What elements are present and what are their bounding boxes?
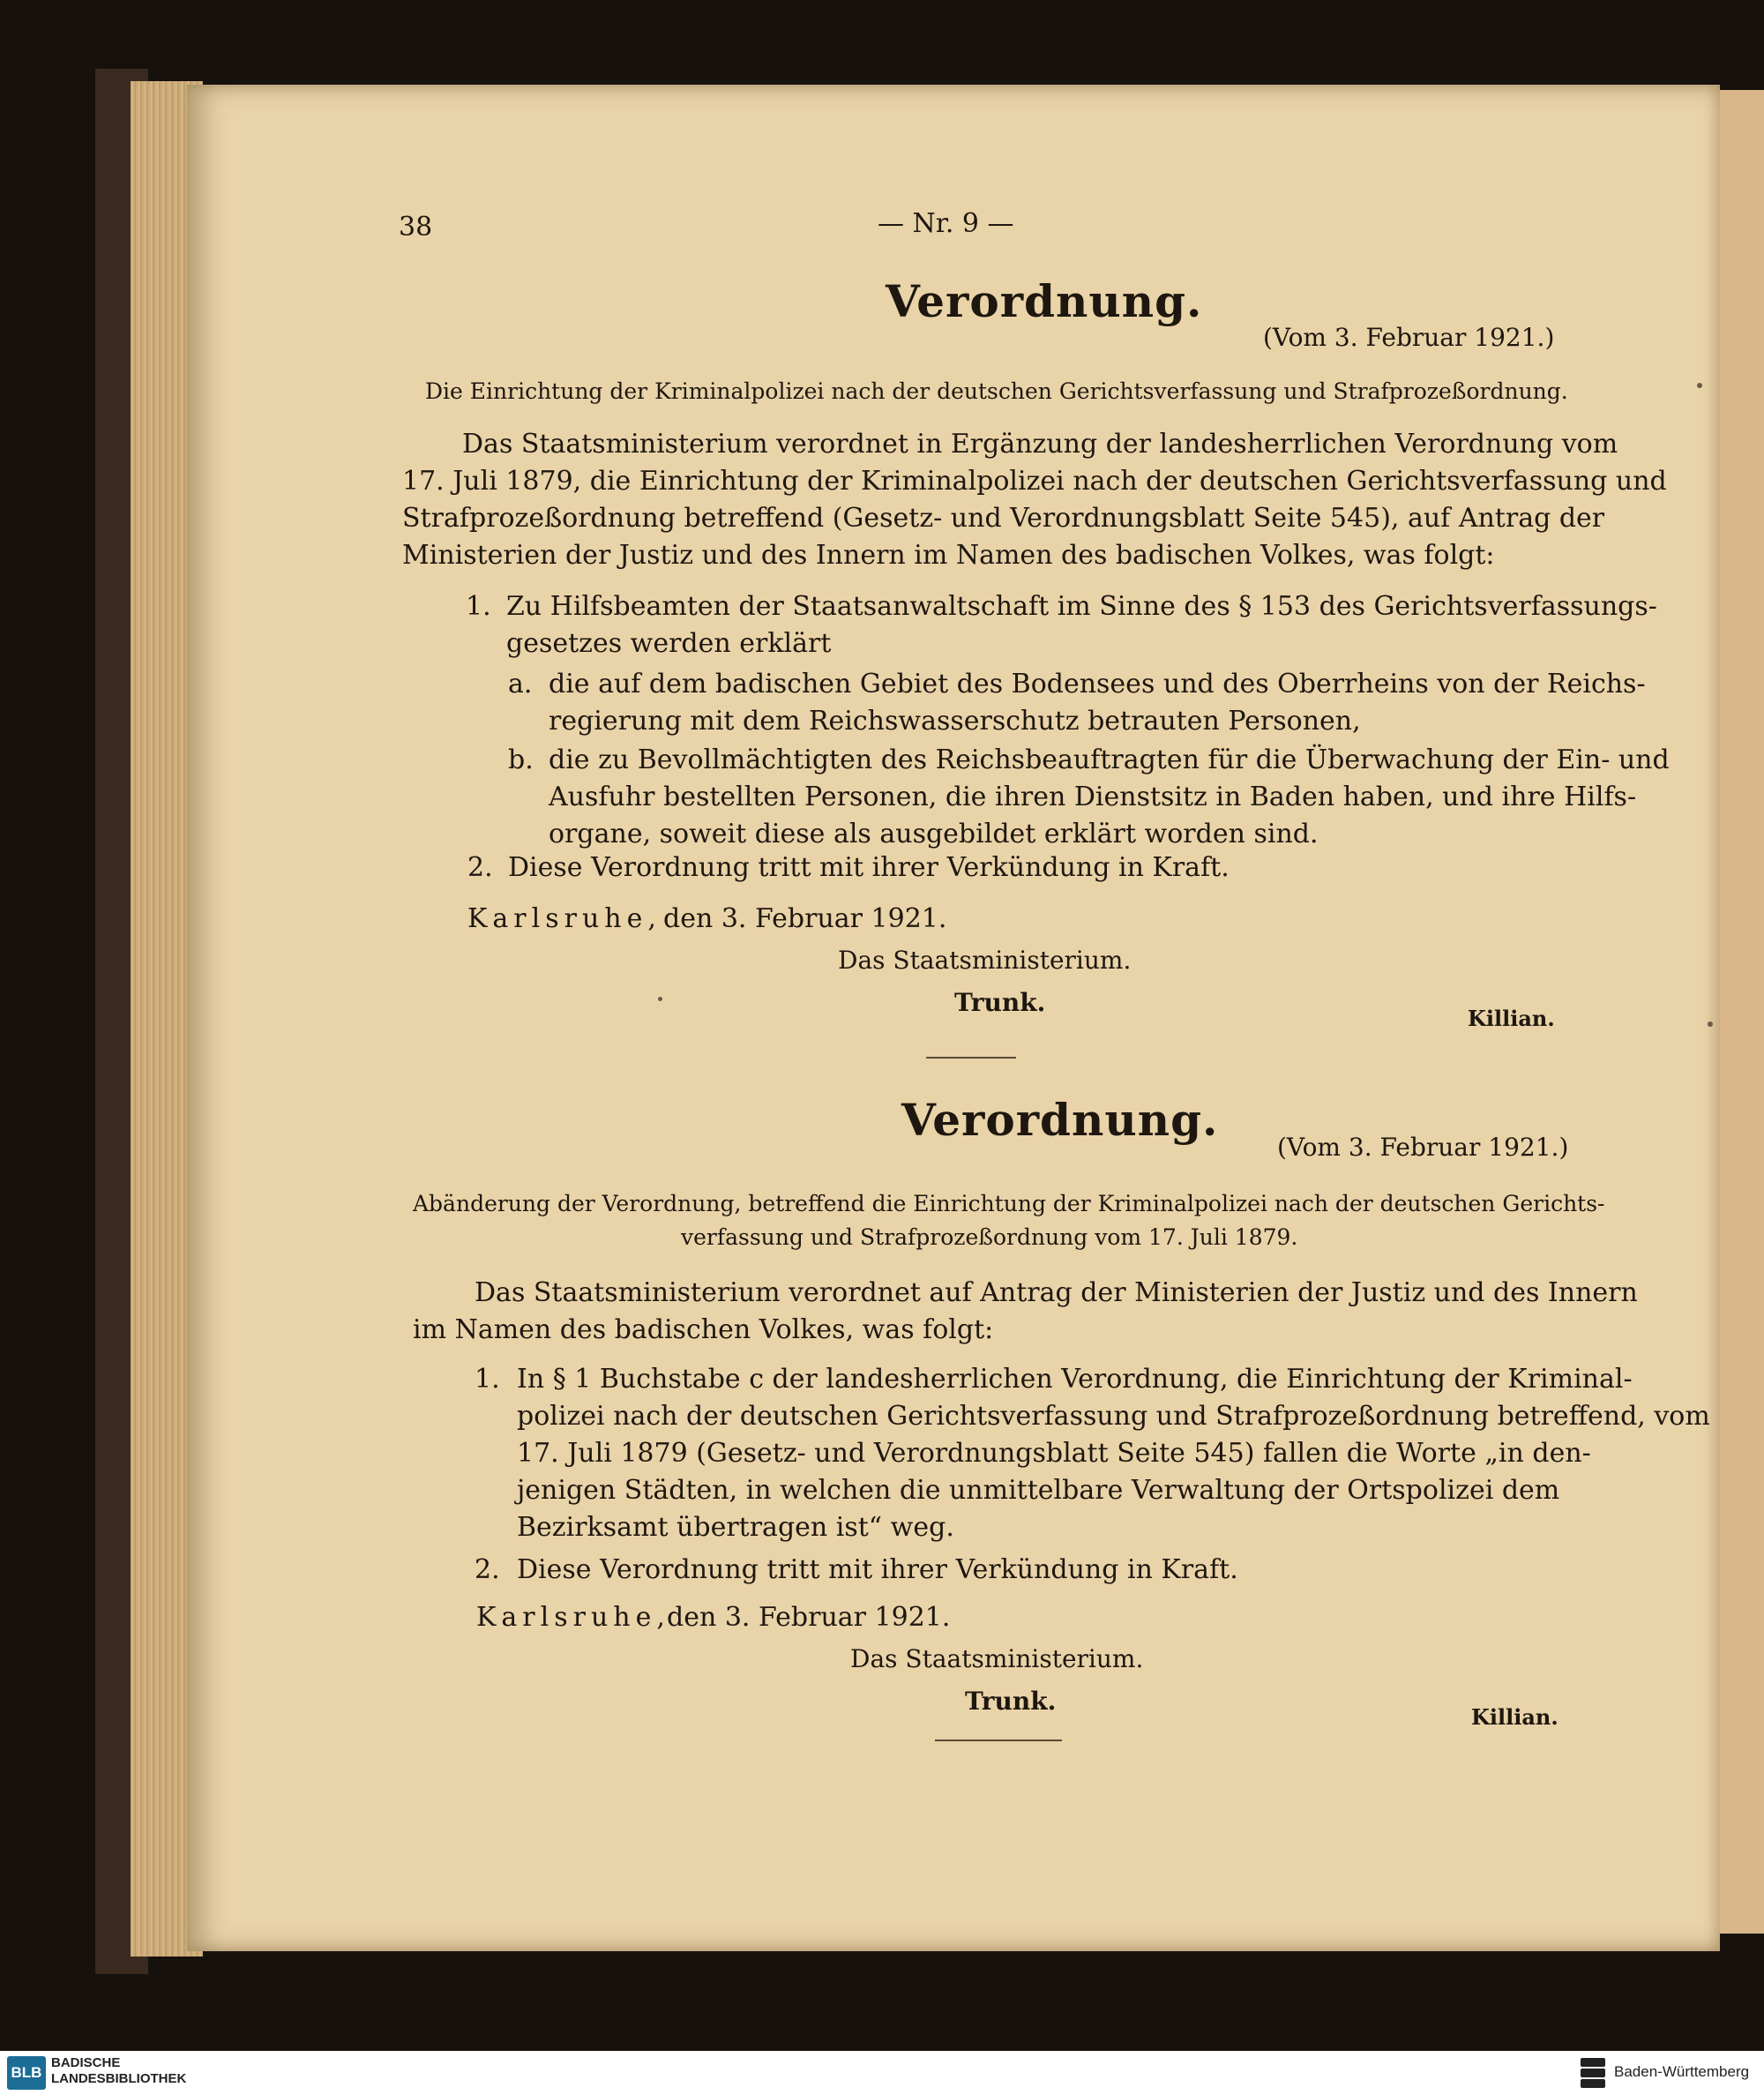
decree1-item2-number: 2. — [467, 852, 493, 883]
paper-speck — [1697, 383, 1702, 388]
decree1-date: (Vom 3. Februar 1921.) — [1263, 323, 1555, 352]
baden-wuerttemberg-lions-icon — [1579, 2056, 1607, 2090]
decree2-item1-line: polizei nach der deutschen Gerichtsverfassung und Strafprozeßordnung betreffend, vom — [517, 1401, 1710, 1432]
decree2-title: Verordnung. — [901, 1094, 1219, 1146]
decree1-item1-number: 1. — [466, 591, 491, 622]
decree2-subtitle-line: Abänderung der Verordnung, betreffend die Einrichtung der Kriminalpolizei nach der deutschen Gerichts- — [413, 1191, 1605, 1216]
decree2-place-date: den 3. Februar 1921. — [667, 1602, 951, 1633]
decree2-item1-line: 17. Juli 1879 (Gesetz- und Verordnungsblatt Seite 545) fallen die Worte „in den- — [517, 1438, 1591, 1469]
decree2-item1-line: Bezirksamt übertragen ist“ weg. — [517, 1512, 954, 1543]
decree1-signer-trunk: Trunk. — [954, 988, 1046, 1017]
decree1-place-date: den 3. Februar 1921. — [663, 903, 947, 934]
decree2-signer-killian: Killian. — [1471, 1704, 1558, 1730]
library-name — [51, 2055, 186, 2087]
decree1-intro-line: Ministerien der Justiz und des Innern im Namen des badischen Volkes, was folgt: — [402, 540, 1495, 571]
decree2-date: (Vom 3. Februar 1921.) — [1277, 1133, 1569, 1162]
decree1-item1b-label: b. — [508, 744, 534, 775]
decree2-item1-line: jenigen Städten, in welchen die unmittelbare Verwaltung der Ortspolizei dem — [517, 1475, 1560, 1506]
decree1-signer-killian: Killian. — [1468, 1006, 1555, 1031]
state-name: Baden-Württemberg — [1614, 2063, 1750, 2080]
decree1-item2-text: Diese Verordnung tritt mit ihrer Verkündung in Kraft. — [508, 852, 1230, 883]
decree2-item2-text: Diese Verordnung tritt mit ihrer Verkündung in Kraft. — [517, 1554, 1238, 1585]
decree1-item1a-label: a. — [508, 669, 533, 700]
decree1-item1b-line: die zu Bevollmächtigten des Reichsbeauftragten für die Überwachung der Ein- und — [549, 744, 1670, 775]
decree1-authority: Das Staatsministerium. — [838, 946, 1132, 975]
decree2-item2-number: 2. — [475, 1554, 500, 1585]
decree1-item1a-line: die auf dem badischen Gebiet des Bodensees und des Oberrheins von der Reichs- — [549, 669, 1646, 700]
decree2-signer-trunk: Trunk. — [965, 1687, 1057, 1716]
decree1-item1-line: gesetzes werden erklärt — [506, 628, 832, 659]
footer-bar — [0, 2051, 1764, 2095]
decree1-item1-line: Zu Hilfsbeamten der Staatsanwaltschaft im Sinne des § 153 des Gerichtsverfassungs- — [506, 591, 1657, 622]
decree2-intro-line: im Namen des badischen Volkes, was folgt: — [413, 1314, 994, 1345]
issue-number: — Nr. 9 — — [878, 208, 1014, 239]
decree1-place: Karlsruhe, — [467, 903, 662, 934]
decree1-intro-line: Strafprozeßordnung betreffend (Gesetz- und Verordnungsblatt Seite 545), auf Antrag der — [402, 503, 1605, 534]
decree1-item1b-line: Ausfuhr bestellten Personen, die ihren Dienstsitz in Baden haben, und ihre Hilfs- — [549, 782, 1637, 812]
decree1-intro-line: 17. Juli 1879, die Einrichtung der Kriminalpolizei nach der deutschen Gerichtsverfassung und — [402, 466, 1667, 497]
decree1-item1b-line: organe, soweit diese als ausgebildet erklärt worden sind. — [549, 819, 1319, 849]
library-name-line2: LANDESBIBLIOTHEK — [51, 2071, 187, 2086]
decree2-authority: Das Staatsministerium. — [850, 1644, 1144, 1673]
decree1-title: Verordnung. — [886, 275, 1203, 327]
section-divider — [926, 1057, 1016, 1059]
decree1-subtitle: Die Einrichtung der Kriminalpolizei nach der deutschen Gerichtsverfassung und Strafprozeßordnung. — [425, 378, 1568, 404]
blb-logo: BLB — [7, 2056, 46, 2090]
library-name-line1: BADISCHE — [51, 2055, 121, 2070]
decree2-intro-line: Das Staatsministerium verordnet auf Antrag der Ministerien der Justiz und des Innern — [475, 1277, 1638, 1308]
decree1-intro-line: Das Staatsministerium verordnet in Ergänzung der landesherrlichen Verordnung vom — [462, 429, 1618, 460]
section-divider — [935, 1740, 1062, 1741]
page-number: 38 — [399, 212, 433, 243]
decree2-subtitle-line: verfassung und Strafprozeßordnung vom 17. Juli 1879. — [681, 1224, 1298, 1250]
paper-speck — [1708, 1021, 1713, 1027]
decree2-item1-number: 1. — [475, 1364, 500, 1395]
decree2-item1-line: In § 1 Buchstabe c der landesherrlichen Verordnung, die Einrichtung der Kriminal- — [517, 1364, 1633, 1395]
decree2-place: Karlsruhe, — [476, 1602, 670, 1633]
paper-speck — [658, 997, 662, 1001]
decree1-item1a-line: regierung mit dem Reichswasserschutz betrauten Personen, — [549, 706, 1361, 737]
